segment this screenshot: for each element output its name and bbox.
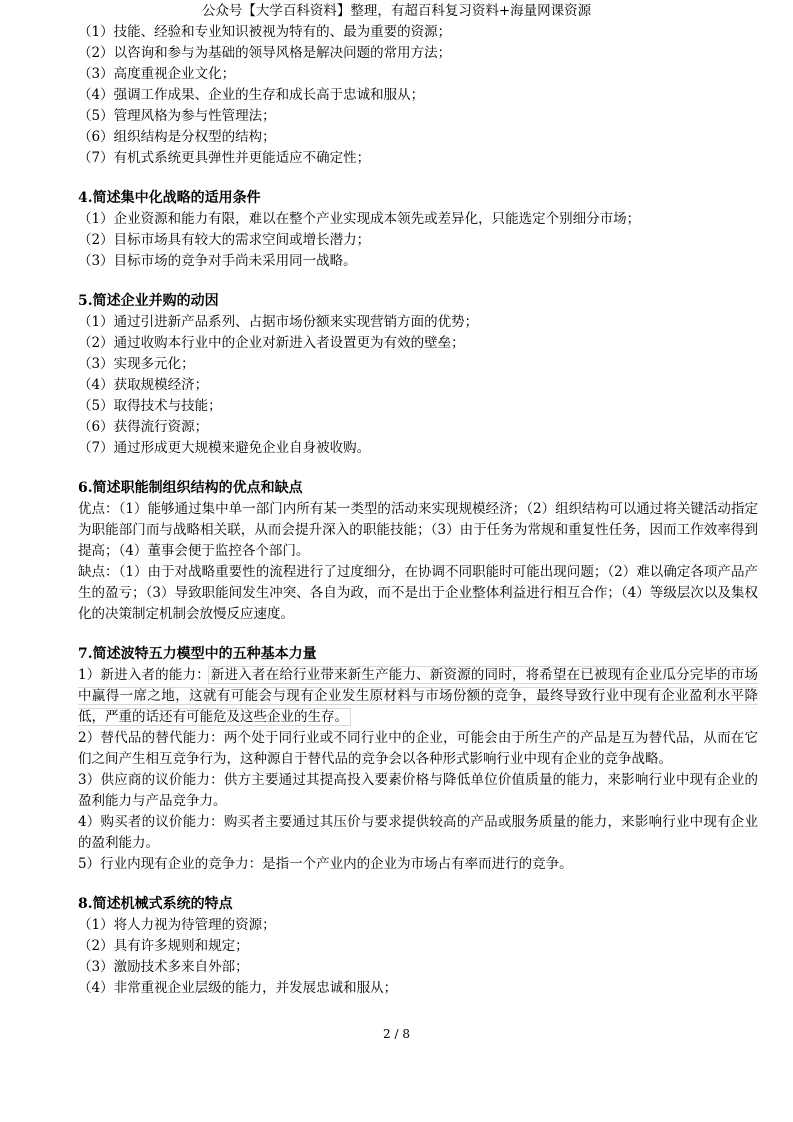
list-item: （6）组织结构是分权型的结构；: [78, 129, 276, 145]
paragraph-lead: 1）新进入者的能力：: [78, 667, 210, 683]
list-item: （3）目标市场的竞争对手尚未采用同一战略。: [78, 253, 357, 269]
list-item: （1）通过引进新产品系列、占据市场份额来实现营销方面的优势；: [78, 314, 479, 330]
list-item: （4）强调工作成果、企业的生存和成长高于忠诚和服从；: [78, 87, 425, 103]
list-item: （7）有机式系统更具弹性并更能适应不确定性；: [78, 150, 371, 166]
list-item: （4）非常重视企业层级的能力，并发展忠诚和服从；: [78, 980, 398, 996]
list-item: （7）通过形成更大规模来避免企业自身被收购。: [78, 440, 371, 456]
section-4-list: [78, 209, 758, 272]
list-item: （2）以咨询和参与为基础的领导风格是解决问题的常用方法；: [78, 45, 452, 61]
highlighted-text: 新进入者在给行业带来新生产能力、新资源的同时，将希望在已被现有企业瓜分完毕的市场中赢得一席之地，这就有可能会与现有企业发生原材料与市场份额的竞争，最终导致行业中现有企业盈利水平降低，严重的话还有可能危及这些企业的生存。: [78, 667, 759, 725]
section-6-pros: 优点：（1）能够通过集中单一部门内所有某一类型的活动来实现规模经济；（2）组织结构可以通过将关键活动指定为职能部门而与战略相关联，从而会提升深入的职能技能；（3）由于任务为常规和重复性任务，因而工作效率得到提高；（4）董事会便于监控各个部门。: [78, 501, 758, 559]
section-7-title: 7.简述波特五力模型中的五种基本力量: [78, 646, 317, 662]
section-6-title: 6.简述职能制组织结构的优点和缺点: [78, 480, 303, 496]
list-item: （5）取得技术与技能；: [78, 398, 222, 414]
list-item: （2）通过收购本行业中的企业对新进入者设置更为有效的壁垒；: [78, 335, 465, 351]
list-item: （2）目标市场具有较大的需求空间或增长潜力；: [78, 232, 371, 248]
section-7-paragraph-5: 5）行业内现有企业的竞争力：是指一个产业内的企业为市场占有率而进行的竞争。: [78, 856, 573, 872]
list-item: （5）管理风格为参与性管理法；: [78, 108, 276, 124]
section-6-cons: 缺点：（1）由于对战略重要性的流程进行了过度细分，在协调不同职能时可能出现问题；（2）难以确定各项产品产生的盈亏；（3）导致职能间发生冲突、各自为政，而不是出于企业整体利益进行相互合作；（4）等级层次以及集权化的决策制定机制会放慢反应速度。: [78, 564, 758, 622]
section-5-list: [78, 312, 758, 459]
page-number: 2 / 8: [383, 1027, 410, 1041]
list-item: （2）具有许多规则和规定；: [78, 938, 249, 954]
section-7-paragraph-3: 3）供应商的议价能力：供方主要通过其提高投入要素价格与降低单位价值质量的能力，来影响行业中现有企业的盈利能力与产品竞争力。: [78, 772, 758, 809]
section-5-title: 5.简述企业并购的动因: [78, 293, 219, 309]
list-item: （1）技能、经验和专业知识被视为特有的、最为重要的资源；: [78, 24, 452, 40]
document-body: [78, 22, 758, 999]
section-8-list: [78, 915, 758, 999]
list-item: （6）获得流行资源；: [78, 419, 209, 435]
list-item: （1）企业资源和能力有限，难以在整个产业实现成本领先或差异化，只能选定个别细分市场；: [78, 211, 641, 227]
page-header: 公众号【大学百科资料】整理，有超百科复习资料+海量网课资源: [201, 3, 592, 19]
section-7-paragraph-1: [78, 665, 758, 728]
section-7-paragraph-2: 2）替代品的替代能力：两个处于同行业或不同行业中的企业，可能会由于所生产的产品是互为替代品，从而在它们之间产生相互竞争行为，这种源自于替代品的竞争会以各种形式影响行业中现有企业的竞争战略。: [78, 730, 758, 767]
list-item: （1）将人力视为待管理的资源；: [78, 917, 276, 933]
list-item: （3）实现多元化；: [78, 356, 195, 372]
section-4-title: 4.简述集中化战略的适用条件: [78, 190, 261, 206]
list-item: （3）高度重视企业文化；: [78, 66, 236, 82]
list-item: （3）激励技术多来自外部；: [78, 959, 249, 975]
section-7-paragraph-4: 4）购买者的议价能力：购买者主要通过其压价与要求提供较高的产品或服务质量的能力，来影响行业中现有企业的盈利能力。: [78, 814, 758, 851]
list-item: （4）获取规模经济；: [78, 377, 209, 393]
section-8-title: 8.简述机械式系统的特点: [78, 896, 233, 912]
intro-list: [78, 22, 758, 169]
